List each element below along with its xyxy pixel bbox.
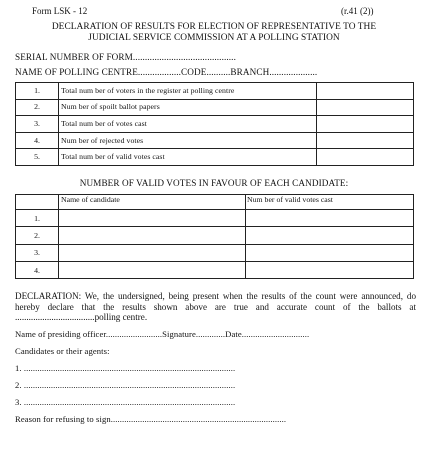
polling-centre-field: NAME OF POLLING CENTRE..................CODE..........BRANCH....................: [15, 67, 318, 77]
summary-row-label: Total num ber of votes cast: [59, 116, 317, 133]
summary-row-label: Total num ber of voters in the register at polling centre: [59, 83, 317, 100]
summary-row-value[interactable]: [317, 132, 414, 149]
candidate-row-number: 3.: [16, 244, 59, 261]
summary-row: [16, 116, 414, 133]
candidate-name-cell[interactable]: [59, 244, 246, 261]
form-title-line-1: DECLARATION OF RESULTS FOR ELECTION OF REPRESENTATIVE TO THE: [51, 22, 377, 32]
summary-row-label: Total num ber of valid votes cast: [59, 149, 317, 166]
results-summary-table: [15, 82, 414, 166]
candidate-votes-cell[interactable]: [246, 261, 414, 278]
candidate-row: [16, 261, 414, 278]
candidate-name-cell[interactable]: [59, 261, 246, 278]
form-id: Form LSK - 12: [32, 6, 88, 16]
summary-row: [16, 99, 414, 116]
form-title: [14, 22, 414, 44]
agent-signature-line-1: 1. ..............................................................................................: [15, 363, 236, 373]
summary-row-label: Num ber of spoilt ballot papers: [59, 99, 317, 116]
summary-row-number: 4.: [16, 132, 59, 149]
candidate-table-header: [16, 195, 414, 210]
summary-row-number: 1.: [16, 83, 59, 100]
column-header-valid-votes: Num ber of valid votes cast: [246, 195, 414, 210]
summary-row-value[interactable]: [317, 99, 414, 116]
declaration-text: DECLARATION: We, the undersigned, being present when the results of the count were announced, do hereby declare that the results shown above are true and accurate count of the ballots at ...................................polling centre.: [15, 291, 416, 323]
candidate-row-number: 4.: [16, 261, 59, 278]
presiding-officer-field: Name of presiding officer.........................Signature.............Date..............................: [15, 329, 310, 339]
agent-signature-line-2: 2. ..............................................................................................: [15, 380, 236, 390]
candidate-votes-table: [15, 194, 414, 279]
candidate-name-cell[interactable]: [59, 210, 246, 227]
candidate-row-number: 1.: [16, 210, 59, 227]
agents-label: Candidates or their agents:: [15, 346, 110, 356]
serial-number-field: SERIAL NUMBER OF FORM...........................................: [15, 52, 236, 62]
candidate-votes-cell[interactable]: [246, 227, 414, 244]
candidate-votes-cell[interactable]: [246, 210, 414, 227]
summary-row-number: 3.: [16, 116, 59, 133]
candidate-row: [16, 244, 414, 261]
summary-row: [16, 83, 414, 100]
summary-row-number: 2.: [16, 99, 59, 116]
refusal-reason-field: Reason for refusing to sign..............................................................................: [15, 414, 287, 424]
regulation-reference: (r.41 (2)): [341, 6, 374, 16]
header-number-cell: [16, 195, 59, 210]
agent-signature-line-3: 3. ..............................................................................................: [15, 397, 236, 407]
candidates-section-heading: NUMBER OF VALID VOTES IN FAVOUR OF EACH CANDIDATE:: [79, 178, 349, 188]
form-title-line-2: JUDICIAL SERVICE COMMISSION AT A POLLING STATION: [88, 33, 340, 43]
summary-row: [16, 149, 414, 166]
summary-row-number: 5.: [16, 149, 59, 166]
summary-row-label: Num ber of rejected votes: [59, 132, 317, 149]
candidate-row: [16, 210, 414, 227]
candidate-row: [16, 227, 414, 244]
column-header-candidate-name: Name of candidate: [59, 195, 246, 210]
summary-row-value[interactable]: [317, 149, 414, 166]
candidate-votes-cell[interactable]: [246, 244, 414, 261]
candidate-row-number: 2.: [16, 227, 59, 244]
summary-row: [16, 132, 414, 149]
summary-row-value[interactable]: [317, 83, 414, 100]
candidate-name-cell[interactable]: [59, 227, 246, 244]
summary-row-value[interactable]: [317, 116, 414, 133]
